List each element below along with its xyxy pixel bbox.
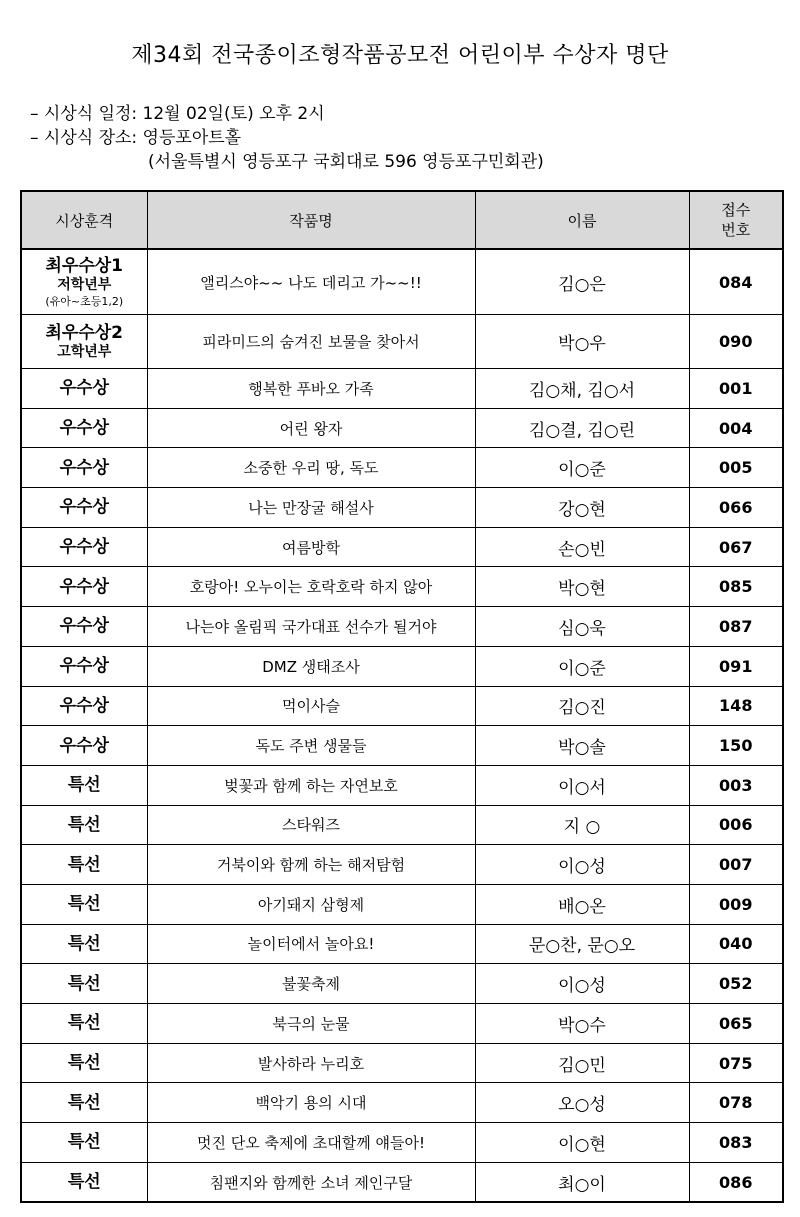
award-category: 우수상 <box>59 735 109 756</box>
work-title: 발사하라 누리호 <box>147 1043 475 1083</box>
winner-name: 강○현 <box>475 488 689 528</box>
award-category: 특선 <box>67 1053 101 1074</box>
work-title: 행복한 푸바오 가족 <box>147 369 475 409</box>
winner-name: 박○현 <box>475 567 689 607</box>
entry-number: 075 <box>689 1043 783 1083</box>
entry-number: 085 <box>689 567 783 607</box>
winner-name: 박○우 <box>475 315 689 369</box>
entry-number: 065 <box>689 1004 783 1044</box>
entry-number: 003 <box>689 765 783 805</box>
table-row <box>21 567 783 607</box>
award-category: 특선 <box>67 1013 101 1034</box>
winner-name: 김○진 <box>475 686 689 726</box>
work-title: 침팬지와 함께한 소녀 제인구달 <box>147 1162 475 1202</box>
header-category: 시상훈격 <box>21 191 147 249</box>
table-row <box>21 448 783 488</box>
award-category-cell <box>21 1004 147 1044</box>
work-title: 놀이터에서 놀아요! <box>147 924 475 964</box>
ceremony-venue: – 시상식 장소: 영등포아트홀 <box>30 128 242 148</box>
work-title: 스타워즈 <box>147 805 475 845</box>
award-category-cell <box>21 1123 147 1163</box>
entry-number: 091 <box>689 646 783 686</box>
work-title: 백악기 용의 시대 <box>147 1083 475 1123</box>
award-category: 특선 <box>67 933 101 954</box>
award-category: 우수상 <box>59 576 109 597</box>
work-title: 멋진 단오 축제에 초대할께 얘들아! <box>147 1123 475 1163</box>
award-category: 우수상 <box>59 537 109 558</box>
award-category: 최우수상2 <box>45 322 124 343</box>
award-category-cell <box>21 607 147 647</box>
award-category: 특선 <box>67 973 101 994</box>
work-title: 피라미드의 숨겨진 보물을 찾아서 <box>147 315 475 369</box>
award-category-cell <box>21 527 147 567</box>
entry-number: 067 <box>689 527 783 567</box>
winner-name: 이○준 <box>475 448 689 488</box>
table-row <box>21 408 783 448</box>
entry-number: 006 <box>689 805 783 845</box>
table-row <box>21 924 783 964</box>
award-category: 최우수상1 <box>45 255 124 276</box>
table-row <box>21 884 783 924</box>
table-row <box>21 1083 783 1123</box>
entry-number: 090 <box>689 315 783 369</box>
award-category: 우수상 <box>59 656 109 677</box>
header-number-bottom: 번호 <box>721 221 751 239</box>
entry-number: 150 <box>689 726 783 766</box>
entry-number: 083 <box>689 1123 783 1163</box>
award-category: 특선 <box>67 814 101 835</box>
header-work: 작품명 <box>147 191 475 249</box>
winner-name: 이○준 <box>475 646 689 686</box>
work-title: DMZ 생태조사 <box>147 646 475 686</box>
award-category-cell <box>21 448 147 488</box>
entry-number: 052 <box>689 964 783 1004</box>
entry-number: 066 <box>689 488 783 528</box>
winner-name: 김○채, 김○서 <box>475 369 689 409</box>
work-title: 불꽃축제 <box>147 964 475 1004</box>
winner-name: 오○성 <box>475 1083 689 1123</box>
winner-name: 김○결, 김○린 <box>475 408 689 448</box>
header-name: 이름 <box>475 191 689 249</box>
table-row <box>21 488 783 528</box>
award-category: 특선 <box>67 1172 101 1193</box>
winner-name: 손○빈 <box>475 527 689 567</box>
award-category-cell <box>21 924 147 964</box>
work-title: 아기돼지 삼형제 <box>147 884 475 924</box>
award-category-cell <box>21 1043 147 1083</box>
award-category-cell <box>21 686 147 726</box>
award-category: 우수상 <box>59 457 109 478</box>
award-division: 고학년부 <box>57 343 112 360</box>
entry-number: 005 <box>689 448 783 488</box>
award-category-cell <box>21 765 147 805</box>
table-row <box>21 249 783 315</box>
table-row <box>21 315 783 369</box>
award-division: 저학년부 <box>57 276 112 293</box>
award-category-cell <box>21 315 147 369</box>
award-category-cell <box>21 805 147 845</box>
award-category: 우수상 <box>59 695 109 716</box>
winner-name: 최○이 <box>475 1162 689 1202</box>
award-category-cell <box>21 726 147 766</box>
award-category-cell <box>21 249 147 315</box>
table-row <box>21 686 783 726</box>
award-category: 특선 <box>67 1092 101 1113</box>
awards-table <box>20 190 784 1203</box>
award-division-range: (유아~초등1,2) <box>45 294 124 308</box>
table-row <box>21 845 783 885</box>
winner-name: 이○성 <box>475 964 689 1004</box>
entry-number: 084 <box>689 249 783 315</box>
header-number <box>689 191 783 249</box>
table-row <box>21 805 783 845</box>
table-row <box>21 1004 783 1044</box>
entry-number: 007 <box>689 845 783 885</box>
table-row <box>21 646 783 686</box>
table-body <box>21 249 783 1202</box>
entry-number: 087 <box>689 607 783 647</box>
work-title: 북극의 눈물 <box>147 1004 475 1044</box>
table-row <box>21 369 783 409</box>
work-title: 벚꽃과 함께 하는 자연보호 <box>147 765 475 805</box>
work-title: 앨리스야~~ 나도 데리고 가~~!! <box>147 249 475 315</box>
winner-name: 이○서 <box>475 765 689 805</box>
table-row <box>21 1123 783 1163</box>
work-title: 먹이사슬 <box>147 686 475 726</box>
award-category: 우수상 <box>59 497 109 518</box>
header-number-top: 접수 <box>721 201 751 219</box>
entry-number: 004 <box>689 408 783 448</box>
award-category: 특선 <box>67 1132 101 1153</box>
award-category-cell <box>21 1162 147 1202</box>
entry-number: 148 <box>689 686 783 726</box>
ceremony-info <box>30 102 544 174</box>
award-category-cell <box>21 964 147 1004</box>
entry-number: 078 <box>689 1083 783 1123</box>
award-category: 우수상 <box>59 616 109 637</box>
table-row <box>21 607 783 647</box>
entry-number: 040 <box>689 924 783 964</box>
table-row <box>21 527 783 567</box>
work-title: 나는 만장굴 해설사 <box>147 488 475 528</box>
page-title: 제34회 전국종이조형작품공모전 어린이부 수상자 명단 <box>131 43 669 68</box>
work-title: 나는야 올림픽 국가대표 선수가 될거야 <box>147 607 475 647</box>
award-category-cell <box>21 488 147 528</box>
award-category: 우수상 <box>59 378 109 399</box>
winner-name: 박○수 <box>475 1004 689 1044</box>
work-title: 독도 주변 생물들 <box>147 726 475 766</box>
winner-name: 이○현 <box>475 1123 689 1163</box>
winner-name: 김○은 <box>475 249 689 315</box>
award-category-cell <box>21 845 147 885</box>
winner-name: 심○욱 <box>475 607 689 647</box>
award-category-cell <box>21 369 147 409</box>
award-category-cell <box>21 1083 147 1123</box>
award-category-cell <box>21 884 147 924</box>
ceremony-address: (서울특별시 영등포구 국회대로 596 영등포구민회관) <box>148 152 544 172</box>
winner-name: 김○민 <box>475 1043 689 1083</box>
work-title: 거북이와 함께 하는 해저탐험 <box>147 845 475 885</box>
entry-number: 001 <box>689 369 783 409</box>
work-title: 어린 왕자 <box>147 408 475 448</box>
entry-number: 086 <box>689 1162 783 1202</box>
award-category-cell <box>21 567 147 607</box>
entry-number: 009 <box>689 884 783 924</box>
winner-name: 배○온 <box>475 884 689 924</box>
table-row <box>21 726 783 766</box>
work-title: 호랑아! 오누이는 호락호락 하지 않아 <box>147 567 475 607</box>
table-header-row <box>21 191 783 249</box>
award-category: 우수상 <box>59 418 109 439</box>
work-title: 소중한 우리 땅, 독도 <box>147 448 475 488</box>
table-row <box>21 1043 783 1083</box>
ceremony-date: – 시상식 일정: 12월 02일(토) 오후 2시 <box>30 104 325 124</box>
award-category: 특선 <box>67 854 101 875</box>
award-category-cell <box>21 408 147 448</box>
award-category-cell <box>21 646 147 686</box>
table-row <box>21 1162 783 1202</box>
winner-name: 박○솔 <box>475 726 689 766</box>
award-category: 특선 <box>67 894 101 915</box>
table-row <box>21 765 783 805</box>
award-category: 특선 <box>67 775 101 796</box>
table-row <box>21 964 783 1004</box>
work-title: 여름방학 <box>147 527 475 567</box>
winner-name: 문○찬, 문○오 <box>475 924 689 964</box>
winner-name: 지 ○ <box>475 805 689 845</box>
winner-name: 이○성 <box>475 845 689 885</box>
